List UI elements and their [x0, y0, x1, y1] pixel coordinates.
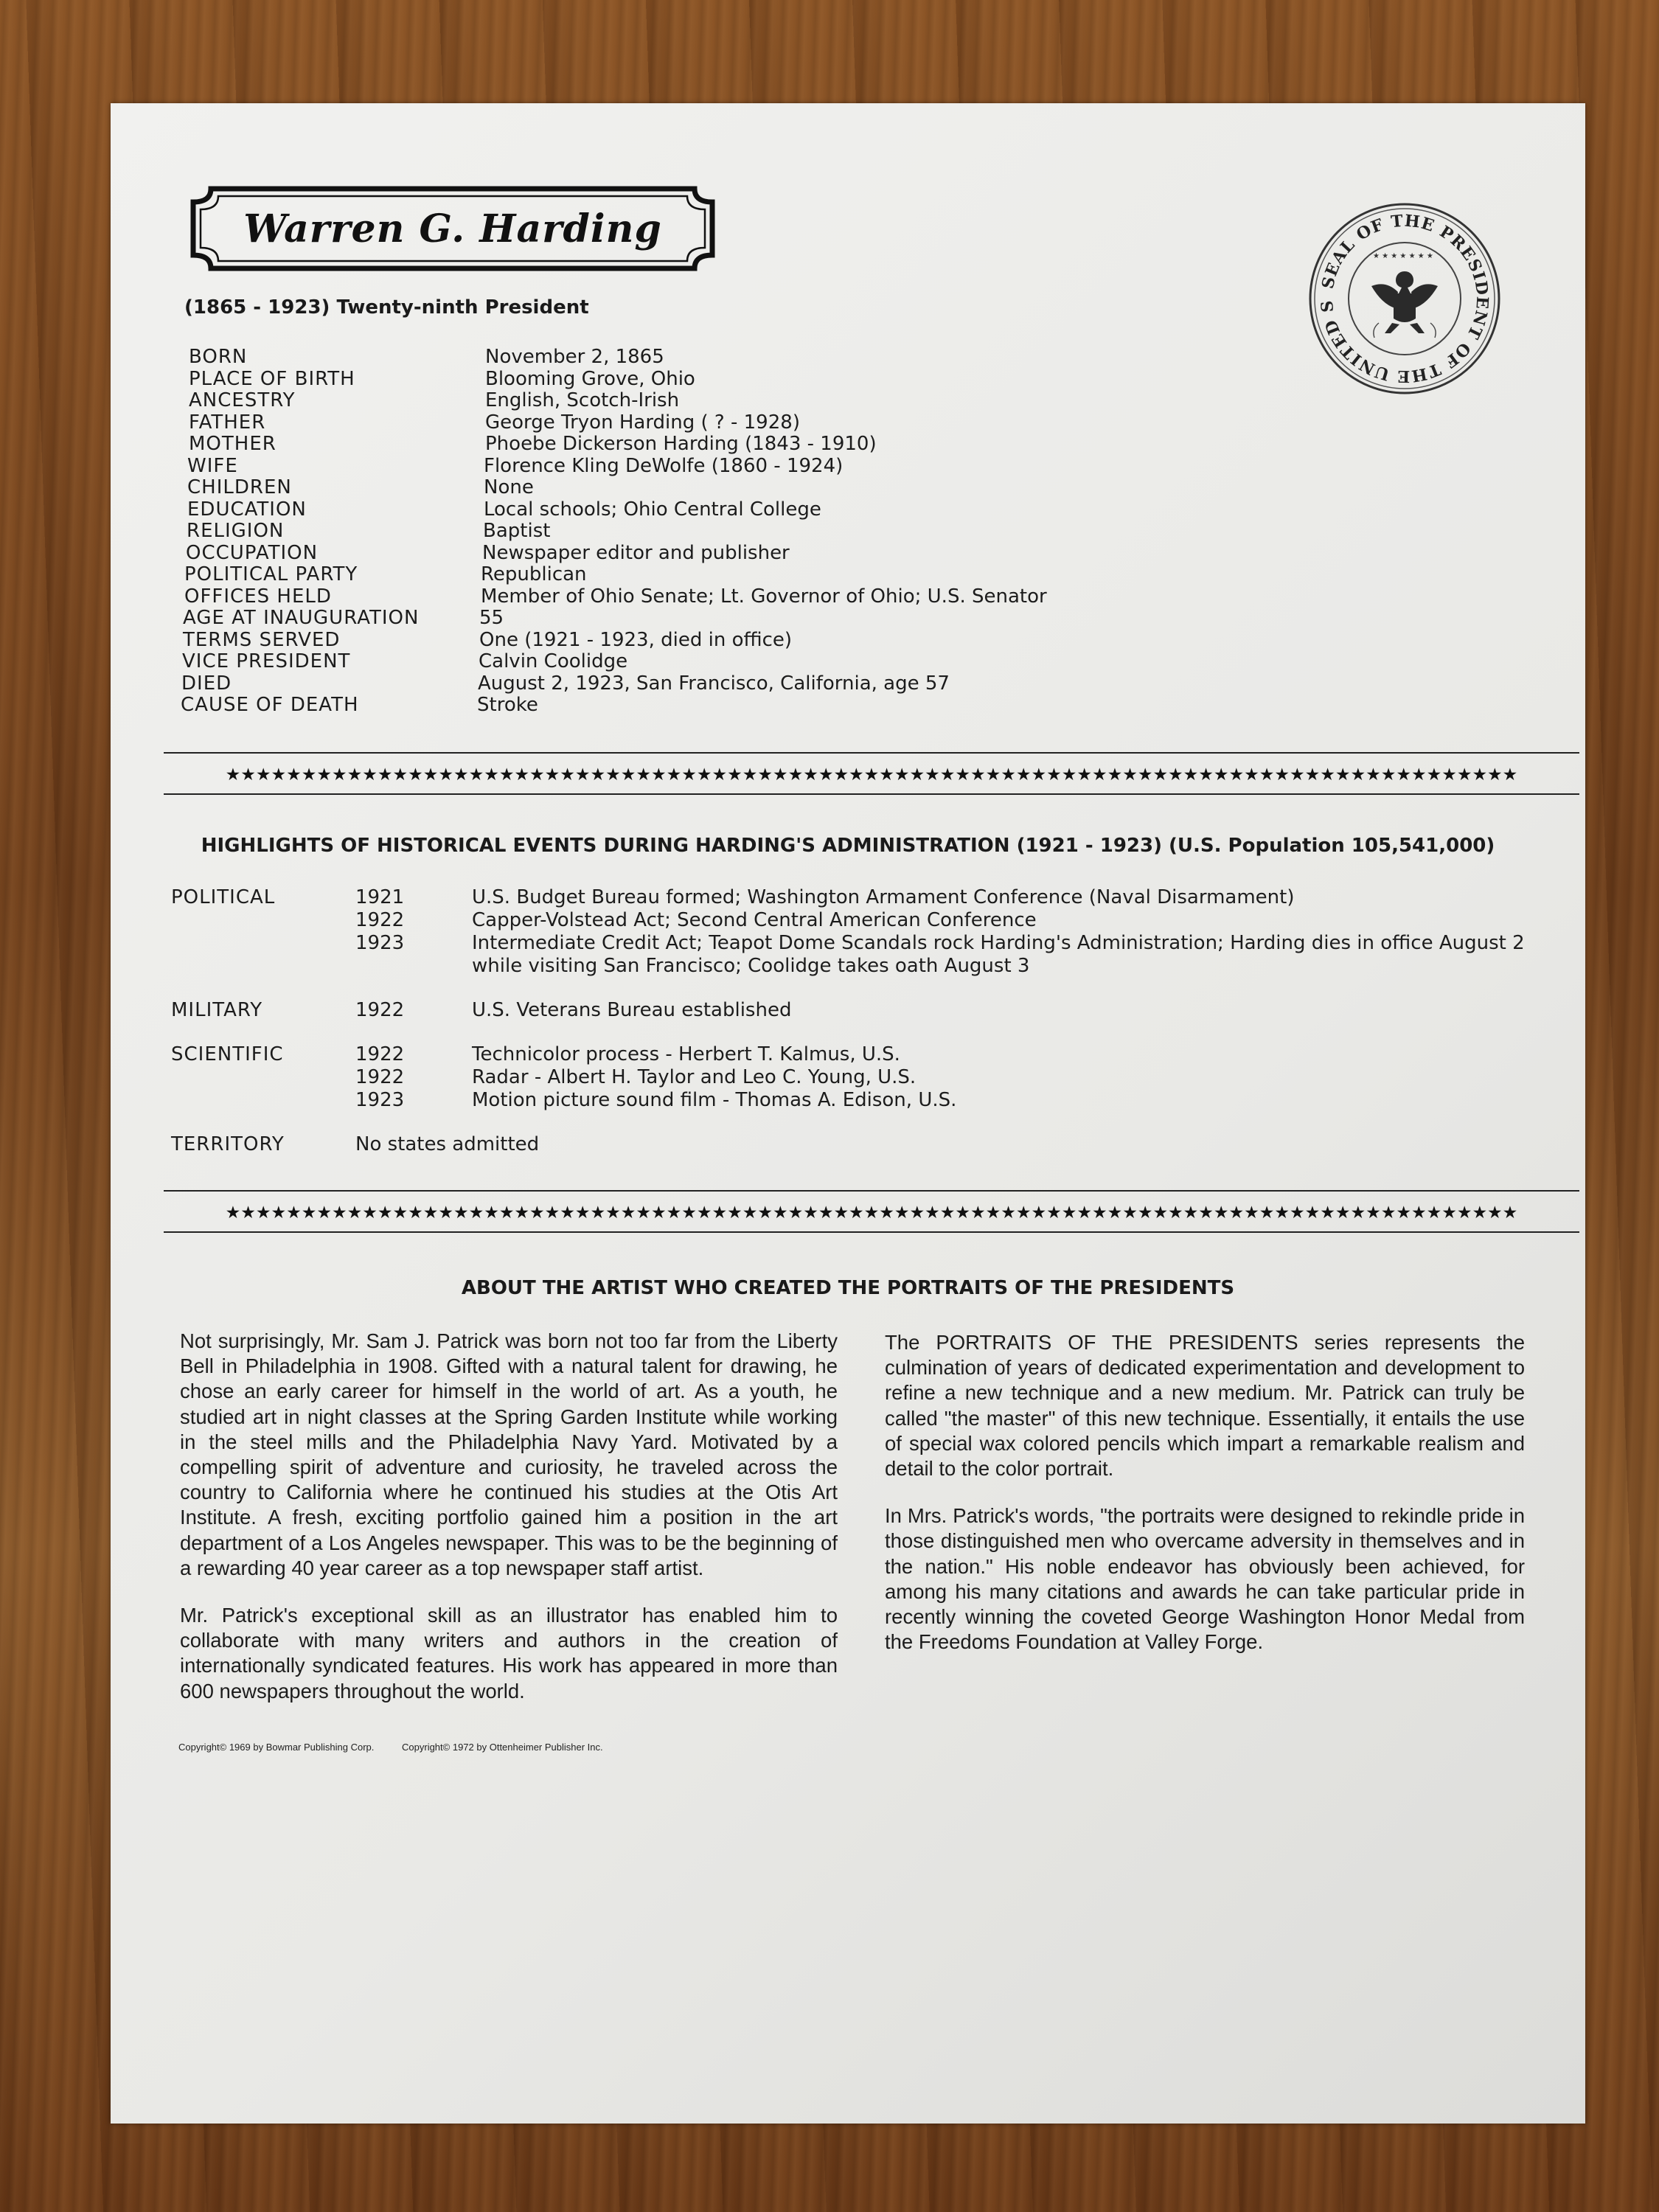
category-label: TERRITORY: [171, 1133, 285, 1155]
event-entry: [355, 1089, 1572, 1112]
fact-row: [183, 630, 1217, 652]
artist-section-title: ABOUT THE ARTIST WHO CREATED THE PORTRAITS OF THE PRESIDENTS: [461, 1277, 1235, 1299]
fact-label: DIED: [181, 672, 232, 695]
event-text: Radar - Albert H. Taylor and Leo C. Young, U.S.: [472, 1066, 917, 1088]
fact-row: [187, 456, 1217, 478]
event-entry: [355, 1043, 1572, 1066]
fact-row: [181, 695, 1217, 717]
fact-label: EDUCATION: [187, 498, 307, 521]
fact-value: None: [484, 476, 534, 498]
fact-value: Member of Ohio Senate; Lt. Governor of Ohio; U.S. Senator: [481, 585, 1047, 608]
document-sheet: [111, 103, 1585, 2124]
fact-row: [189, 369, 1217, 391]
fact-row: [189, 347, 1217, 369]
divider-line: [164, 1190, 1579, 1192]
fact-label: FATHER: [189, 411, 266, 434]
fact-label: RELIGION: [187, 520, 285, 542]
artist-column-right: [885, 1330, 1525, 1677]
fact-row: [182, 651, 1217, 673]
fact-label: ANCESTRY: [189, 389, 296, 411]
event-year: 1922: [355, 999, 405, 1021]
fact-row: [189, 434, 1217, 456]
fact-label: TERMS SERVED: [183, 628, 341, 651]
fact-row: [181, 673, 1217, 695]
name-plate: [190, 186, 715, 271]
event-text: Intermediate Credit Act; Teapot Dome Scandals rock Harding's Administration; Harding dies in office August 2 while visiting San Francisco; Coolidge takes oath August 3: [472, 932, 1525, 977]
fact-value: November 2, 1865: [485, 346, 664, 368]
event-year: 1922: [355, 909, 405, 931]
fact-label: MOTHER: [189, 433, 276, 455]
copyright-line: Copyright© 1969 by Bowmar Publishing Corp.: [178, 1742, 375, 1753]
fact-label: VICE PRESIDENT: [182, 650, 351, 672]
president-subtitle: (1865 - 1923) Twenty-ninth President: [184, 296, 589, 319]
event-text: Technicolor process - Herbert T. Kalmus, U.S.: [472, 1043, 900, 1065]
fact-label: CAUSE OF DEATH: [181, 694, 359, 716]
fact-label: CHILDREN: [187, 476, 292, 498]
artist-paragraph: In Mrs. Patrick's words, "the portraits were designed to rekindle pride in those distinguished men who overcame adversity in themselves and in the nation." His noble endeavor has obviously been achieved, for among his many citations and awards he can take particular pride in recently winning the coveted George Washington Honor Medal from the Freedoms Foundation at Valley Forge.: [885, 1504, 1525, 1654]
event-year: 1921: [355, 886, 405, 908]
fact-value: Republican: [481, 563, 587, 585]
divider-line: [164, 1231, 1579, 1233]
svg-text:SEAL OF THE PRESIDENT OF THE U: [1305, 199, 1492, 386]
fact-label: PLACE OF BIRTH: [189, 367, 355, 390]
territory-group: [171, 1133, 1572, 1156]
fact-value: Stroke: [477, 694, 538, 716]
divider-stars: ★★★★★★★★★★★★★★★★★★★★★★★★★★★★★★★★★★★★★★★★★★★★★★★★★★★★★★★★★★★★★★★★★★★★★★★★★★★★★★★★★★★★★: [225, 765, 1518, 784]
fact-label: POLITICAL PARTY: [184, 563, 358, 585]
fact-value: August 2, 1923, San Francisco, California, age 57: [478, 672, 950, 695]
event-text: Motion picture sound film - Thomas A. Edison, U.S.: [472, 1089, 957, 1111]
divider-line: [164, 752, 1579, 754]
territory-text: No states admitted: [355, 1133, 540, 1155]
event-text: U.S. Veterans Bureau established: [472, 999, 792, 1021]
fact-label: WIFE: [187, 454, 238, 477]
event-entry: [355, 932, 1572, 978]
president-name: Warren G. Harding: [243, 206, 662, 251]
event-year: 1922: [355, 1066, 405, 1088]
fact-label: OFFICES HELD: [184, 585, 332, 608]
artist-paragraph: Not surprisingly, Mr. Sam J. Patrick was born not too far from the Liberty Bell in Philadelphia in 1908. Gifted with a natural talent for drawing, he chose an early career for himself in the world of art. As a youth, he studied art in night classes at the Spring Garden Institute while working in the steel mills and the Philadelphia Navy Yard. Motivated by a compelling spirit of adventure and curiosity, he traveled across the country to California where he continued his studies at the Otis Art Institute. A fresh, exciting portfolio gained him a position in the art department of a Los Angeles newspaper. This was to be the beginning of a rewarding 40 year career as a top newspaper staff artist.: [180, 1329, 838, 1579]
event-year: 1923: [355, 932, 405, 954]
fact-value: One (1921 - 1923, died in office): [479, 628, 793, 651]
biographical-facts: [181, 346, 1217, 717]
event-year: 1922: [355, 1043, 405, 1065]
copyright-notice: [178, 1742, 628, 1753]
fact-row: [189, 390, 1217, 412]
fact-row: [186, 543, 1217, 565]
fact-row: [187, 499, 1217, 521]
fact-value: George Tryon Harding ( ? - 1928): [485, 411, 800, 434]
star-divider: [164, 1190, 1579, 1233]
copyright-line: Copyright© 1972 by Ottenheimer Publisher Inc.: [402, 1742, 603, 1753]
fact-label: AGE AT INAUGURATION: [183, 607, 420, 629]
category-label: POLITICAL: [171, 886, 276, 908]
fact-value: Phoebe Dickerson Harding (1843 - 1910): [485, 433, 877, 455]
fact-label: OCCUPATION: [186, 541, 319, 564]
presidential-seal-icon: [1305, 199, 1504, 398]
artist-paragraph: The PORTRAITS OF THE PRESIDENTS series represents the culmination of years of dedicated experimentation and development to refine a new technique and a new medium. Mr. Patrick can truly be called "the master" of this new technique. Essentially, it entails the use of special wax colored pencils which impart a remarkable realism and detail to the color portrait.: [885, 1331, 1525, 1481]
fact-value: Calvin Coolidge: [479, 650, 628, 672]
artist-column-left: [180, 1329, 838, 1726]
category-label: SCIENTIFIC: [171, 1043, 284, 1065]
divider-stars: ★★★★★★★★★★★★★★★★★★★★★★★★★★★★★★★★★★★★★★★★★★★★★★★★★★★★★★★★★★★★★★★★★★★★★★★★★★★★★★★★★★★★★: [225, 1203, 1518, 1222]
fact-row: [184, 586, 1217, 608]
event-entry: [355, 999, 1572, 1022]
military-group: [171, 999, 1572, 1022]
event-entry: [355, 1066, 1572, 1089]
fact-label: BORN: [189, 346, 248, 368]
fact-value: English, Scotch-Irish: [485, 389, 680, 411]
event-year: 1923: [355, 1089, 405, 1111]
fact-value: 55: [479, 607, 504, 629]
fact-row: [187, 521, 1217, 543]
divider-line: [164, 793, 1579, 795]
highlights-table: [171, 886, 1572, 1178]
scientific-group: [171, 1043, 1572, 1112]
fact-value: Florence Kling DeWolfe (1860 - 1924): [484, 454, 844, 477]
category-label: MILITARY: [171, 999, 263, 1021]
fact-row: [183, 608, 1217, 630]
highlights-title: HIGHLIGHTS OF HISTORICAL EVENTS DURING HARDING'S ADMINISTRATION (1921 - 1923) (U.S. Population 105,541,000): [201, 835, 1495, 857]
fact-value: Newspaper editor and publisher: [482, 541, 790, 564]
svg-text:★ ★ ★ ★ ★ ★ ★: ★ ★ ★ ★ ★ ★ ★: [1373, 252, 1433, 260]
fact-row: [187, 477, 1217, 499]
event-entry: [355, 909, 1572, 932]
star-divider: [164, 752, 1579, 795]
fact-value: Baptist: [483, 520, 551, 542]
fact-value: Blooming Grove, Ohio: [485, 367, 695, 390]
fact-row: [189, 412, 1217, 434]
seal-text: SEAL OF THE PRESIDENT OF THE UNITED S: [1317, 211, 1492, 386]
political-group: [171, 886, 1572, 978]
event-text: U.S. Budget Bureau formed; Washington Armament Conference (Naval Disarmament): [472, 886, 1295, 908]
event-text: Capper-Volstead Act; Second Central American Conference: [472, 909, 1037, 931]
event-entry: [355, 886, 1572, 909]
artist-paragraph: Mr. Patrick's exceptional skill as an illustrator has enabled him to collaborate with many writers and authors in the creation of internationally syndicated features. His work has appeared in more than 600 newspapers throughout the world.: [180, 1604, 838, 1703]
fact-row: [184, 564, 1217, 586]
fact-value: Local schools; Ohio Central College: [484, 498, 821, 521]
